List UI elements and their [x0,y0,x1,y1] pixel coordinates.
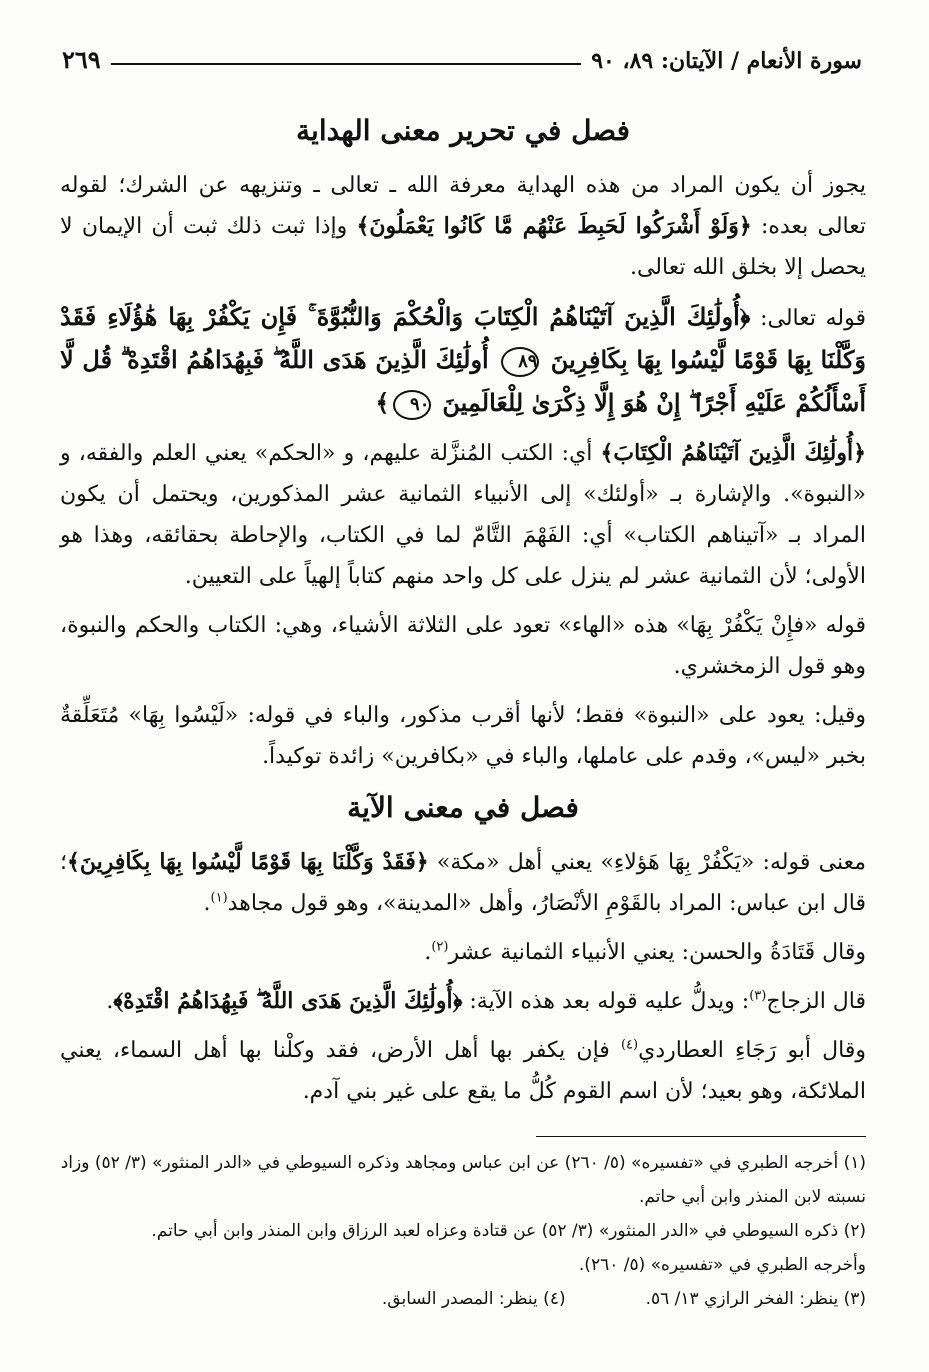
footnote-ref-3: (٣) [749,988,767,1004]
footnote-row-3-4 [60,1282,866,1316]
text-segment: يجوز أن يكون المراد من هذه الهداية معرفة الله ـ تعالى ـ وتنزيهه عن الشرك؛ لقوله تعالى بعده: [60,173,866,239]
verse-text-89: ﴿أُولَٰئِكَ الَّذِينَ آتَيْنَاهُمُ الْكِتَابَ وَالْحُكْمَ وَالنُّبُوَّةَ ۚ فَإِن يَكْفُرْ بِهَا هَٰؤُلَاءِ فَقَدْ وَكَّلْنَا بِهَا قَوْمًا لَّيْسُوا بِهَا بِكَافِرِينَ [60,302,866,374]
paragraph-qatada [60,932,866,973]
ayah-number-89: ٨٩ [501,347,539,377]
verse-text-90: أُولَٰئِكَ الَّذِينَ هَدَى اللَّهُ ۖ فَبِهُدَاهُمُ اقْتَدِهْ ۗ قُل لَّا أَسْأَلُكُمْ عَلَيْهِ أَجْرًا ۖ إِنْ هُوَ إِلَّا ذِكْرَىٰ لِلْعَالَمِينَ [60,345,866,417]
text-segment: . [203,891,211,916]
footnote-1: (١) أخرجه الطبري في «تفسيره» (٥/ ٢٦٠) عن ابن عباس ومجاهد وذكره السيوطي في «الدر المنثور» (٣/ ٥٢) وزاد نسبته لابن المنذر وابن أبي حاتم. [60,1153,866,1207]
text-segment: . [106,989,114,1014]
quran-quote: ﴿أُولَٰئِكَ الَّذِينَ آتَيْنَاهُمُ الْكِتَابَ﴾ [600,440,866,466]
section-heading-guidance: فصل في تحرير معنى الهداية [296,114,630,147]
text-segment: أي: الكتب المُنزَّلة عليهم، و «الحكم» يعني العلم والفقه، و «النبوة». والإشارة بـ «أولئك» إلى الأنبياء الثمانية عشر المذكورين، ويحتمل أن يكون المراد بـ «آتيناهم الكتاب» أي: الفَهْمَ التَّامّ لما في الكتاب، والإحاطة بحقائقه، وهذا هو الأولى؛ لأن الثمانية عشر لم ينزل على كل واحد منهم كتاباً إلهياً على التعيين. [60,441,866,589]
footnote-2: (٢) ذكره السيوطي في «الدر المنثور» (٣/ ٥٢) عن قتادة وعزاه لعبد الرزاق وابن المنذر وابن أبي حاتم. [151,1221,866,1241]
paragraph-abu-raja [60,1030,866,1112]
main-text [60,100,866,1120]
text-segment: . [424,940,432,965]
text-segment: فإن يكفر بها أهل الأرض، فقد وكلْنا بها أهل السماء، يعني الملائكة، وهو بعيد؛ لأن اسم القوم كُلُّ ما يقع على غير بني آدم. [60,1038,866,1104]
text-segment: وقال أبو رَجَاءِ العطاردي [638,1038,867,1063]
footnotes [60,1146,866,1316]
text-segment: وقال قَتَادَةُ والحسن: يعني الأنبياء الثمانية عشر [448,940,866,965]
footnote-3: (٣) ينظر: الفخر الرازي ١٣/ ٥٦. [645,1289,866,1309]
paragraph-alternative-view: وقيل: يعود على «النبوة» فقط؛ لأنها أقرب مذكور، والباء في قوله: «لَيْسُوا بِهَا» مُتَعَلِّقةٌ بخبر «ليس»، وقدم على عاملها، والباء في «بكافرين» زائدة توكيداً. [60,703,866,769]
paragraph-verse-meaning [60,842,866,924]
running-header [62,38,862,74]
quran-quote: ﴿وَلَوْ أَشْرَكُوا لَحَبِطَ عَنْهُم مَّا كَانُوا يَعْمَلُونَ﴾ [356,213,752,239]
text-segment: ؛ قال ابن عباس: المراد بالقَوْمِ الأنْصَارُ، وأهل «المدينة»، وهو قول مجاهد [60,850,866,916]
ayah-number-90: ٩٠ [393,390,431,420]
text-segment: وإذا ثبت ذلك ثبت أن الإيمان لا يحصل إلا بخلق الله تعالى. [60,214,866,280]
page-number: ٢٦٩ [62,45,101,74]
verse-paragraph [60,296,866,425]
footnote-2-continued: وأخرجه الطبري في «تفسيره» (٥/ ٢٦٠). [578,1255,866,1275]
footnote-ref-1: (١) [210,890,228,906]
text-segment: قال الزجاج [766,989,866,1014]
paragraph-book-explanation [60,433,866,597]
paragraph-zajjaj [60,981,866,1022]
header-rule [111,63,582,65]
verse-intro: قوله تعالى: [750,306,867,331]
footnote-separator [60,1136,866,1138]
footnote-ref-4: (٤) [620,1037,639,1053]
text-segment: : ويدلُّ عليه قوله بعد هذه الآية: [462,989,750,1014]
section-heading-verse-meaning: فصل في معنى الآية [347,791,579,824]
footnote-ref-2: (٢) [431,939,449,955]
quran-quote: ﴿فَقَدْ وَكَّلْنَا بِهَا قَوْمًا لَّيْسُوا بِهَا بِكَافِرِينَ﴾ [67,849,429,875]
quran-quote: ﴿أُولَٰئِكَ الَّذِينَ هَدَى اللَّهُ ۖ فَبِهُدَاهُمُ اقْتَدِهْ﴾ [113,988,463,1014]
header-title: سورة الأنعام / الآيتان: ٨٩، ٩٠ [591,48,862,74]
text-segment: معنى قوله: «يَكْفُرْ بِهَا هَؤلاءِ» يعني أهل «مكة» [428,850,866,875]
footnote-4: (٤) ينظر: المصدر السابق. [381,1289,566,1309]
verse-close-bracket: ﴾ [375,388,390,417]
paragraph-guidance-meaning [60,165,866,288]
paragraph-pronoun-reference: قوله «فإِنْ يَكْفُرْ بِهَا» هذه «الهاء» تعود على الثلاثة الأشياء، وهي: الكتاب والحكم والنبوة، وهو قول الزمخشري. [60,613,866,679]
